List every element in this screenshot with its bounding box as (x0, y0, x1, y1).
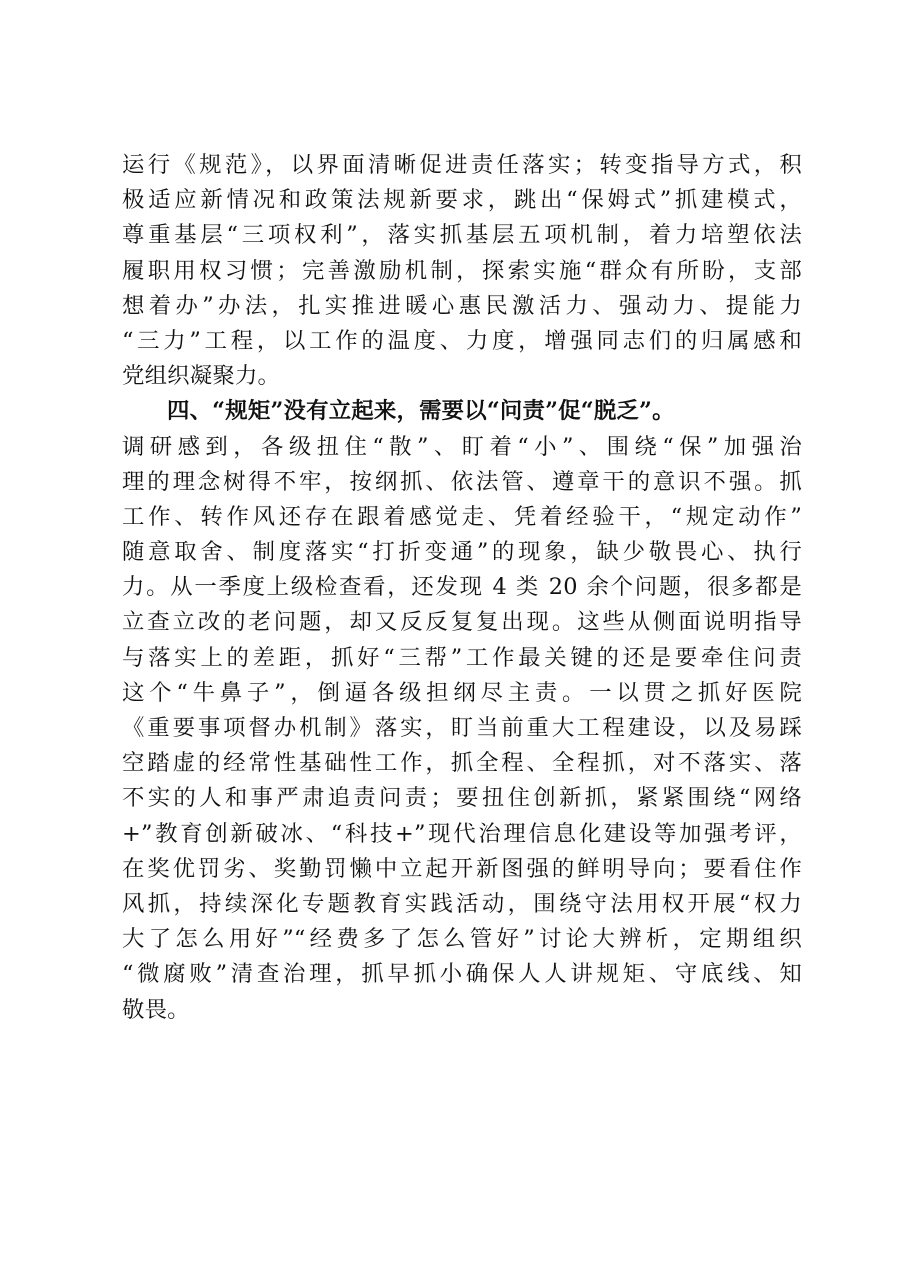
paragraph-1 (122, 148, 802, 394)
document-body (122, 148, 802, 1028)
text-line: 不实的人和事严肃追责问责；要扭住创新抓，紧紧围绕“网络 (122, 785, 802, 812)
text-line: 履职用权习惯；完善激励机制，探索实施“群众有所盼，支部 (122, 257, 802, 284)
text-line: 运行《规范》，以界面清晰促进责任落实；转变指导方式，积 (122, 152, 802, 178)
text-line: 理的理念树得不牢，按纲抓、依法管、遵章干的意识不强。抓 (122, 468, 802, 495)
text-line: 与落实上的差距，抓好“三帮”工作最关键的还是要牵住问责 (122, 644, 802, 671)
section-heading: 四、“规矩”没有立起来，需要以“问责”促“脱乏”。 (167, 398, 675, 425)
text-line: 在奖优罚劣、奖勤罚懒中立起开新图强的鲜明导向；要看住作 (122, 855, 802, 882)
text-line: “三力”工程，以工作的温度、力度，增强同志们的归属感和 (122, 327, 802, 354)
section-4 (122, 394, 802, 1027)
text-line: 《重要事项督办机制》落实，盯当前重大工程建设，以及易踩 (122, 715, 802, 741)
text-line: 敬畏。 (122, 996, 190, 1023)
text-line: 党组织凝聚力。 (122, 363, 281, 390)
text-line: 尊重基层“三项权利”，落实抓基层五项机制，着力培塑依法 (122, 222, 802, 249)
text-line: 调研感到，各级扭住“散”、盯着“小”、围绕“保”加强治 (122, 433, 802, 460)
text-line: 大了怎么用好”“经费多了怎么管好”讨论大辨析，定期组织 (122, 926, 802, 953)
text-line: 空踏虚的经常性基础性工作，抓全程、全程抓，对不落实、落 (122, 750, 802, 777)
text-line: 极适应新情况和政策法规新要求，跳出“保姆式”抓建模式， (122, 187, 802, 214)
text-line: 工作、转作风还存在跟着感觉走、凭着经验干，“规定动作” (122, 503, 802, 530)
text-line: 想着办”办法，扎实推进暖心惠民激活力、强动力、提能力 (122, 292, 802, 319)
text-line: 这个“牛鼻子”，倒逼各级担纲尽主责。一以贯之抓好医院 (122, 679, 802, 706)
text-line: +”教育创新破冰、“科技+”现代治理信息化建设等加强考评， (122, 820, 802, 847)
text-line: 随意取舍、制度落实“打折变通”的现象，缺少敬畏心、执行 (122, 539, 802, 566)
text-line: 立查立改的老问题，却又反反复复出现。这些从侧面说明指导 (122, 609, 802, 636)
text-line: 力。从一季度上级检查看，还发现 4 类 20 余个问题，很多都是 (122, 574, 802, 601)
text-line: “微腐败”清查治理，抓早抓小确保人人讲规矩、守底线、知 (122, 961, 802, 988)
text-line: 风抓，持续深化专题教育实践活动，围绕守法用权开展“权力 (122, 890, 802, 917)
